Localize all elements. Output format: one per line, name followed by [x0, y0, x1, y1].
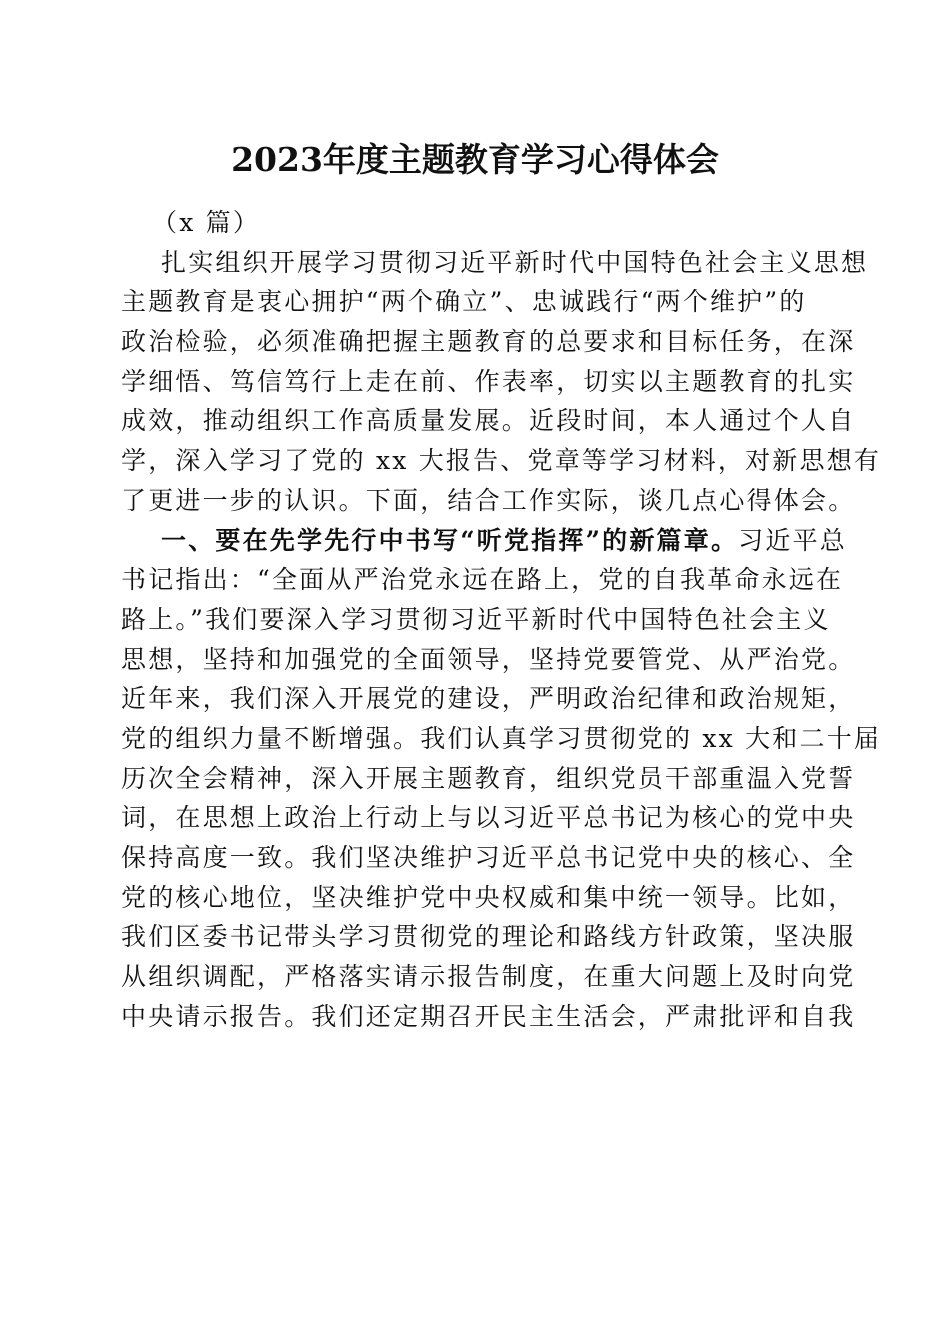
subtitle: （x 篇）	[152, 208, 261, 237]
section-1-first-line	[121, 521, 847, 561]
intro-line: 学细悟、笃信笃行上走在前、作表率，切实以主题教育的扎实	[121, 366, 856, 396]
intro-line: 了更进一步的认识。下面，结合工作实际，谈几点心得体会。	[121, 485, 856, 515]
intro-line: 政治检验，必须准确把握主题教育的总要求和目标任务，在深	[121, 327, 856, 357]
section-1-line: 从组织调配，严格落实请示报告制度，在重大问题上及时向党	[121, 962, 856, 992]
intro-line: 主题教育是衷心拥护“两个确立”、忠诚践行“两个维护”的	[121, 287, 807, 317]
document-title: 2023年度主题教育学习心得体会	[231, 140, 719, 179]
section-1-line: 词，在思想上政治上行动上与以习近平总书记为核心的党中央	[121, 803, 856, 833]
intro-line: 学，深入学习了党的 xx 大报告、党章等学习材料，对新思想有	[121, 446, 882, 476]
section-1-line: 党的组织力量不断增强。我们认真学习贯彻党的 xx 大和二十届	[121, 723, 882, 753]
intro-line: 扎实组织开展学习贯彻习近平新时代中国特色社会主义思想	[161, 247, 869, 277]
section-1-line: 历次全会精神，深入开展主题教育，组织党员干部重温入党誓	[121, 763, 856, 793]
document-body	[121, 203, 882, 1036]
section-1-first-line-rest: 习近平总	[738, 525, 847, 555]
section-1-line: 思想，坚持和加强党的全面领导，坚持党要管党、从严治党。	[121, 644, 856, 674]
section-1-line: 书记指出：“全面从严治党永远在路上，党的自我革命永远在	[121, 565, 844, 595]
section-1-line: 近年来，我们深入开展党的建设，严明政治纪律和政治规矩，	[121, 684, 856, 714]
section-1-line: 党的核心地位，坚决维护党中央权威和集中统一领导。比如，	[121, 882, 856, 912]
section-1-line: 路上。”我们要深入学习贯彻习近平新时代中国特色社会主义	[121, 604, 831, 634]
section-1-line: 保持高度一致。我们坚决维护习近平总书记党中央的核心、全	[121, 843, 856, 872]
section-1-line: 中央请示报告。我们还定期召开民主生活会，严肃批评和自我	[121, 1001, 856, 1031]
section-1-line: 我们区委书记带头学习贯彻党的理论和路线方针政策，坚决服	[121, 922, 856, 952]
intro-line: 成效，推动组织工作高质量发展。近段时间，本人通过个人自	[121, 406, 856, 436]
section-1-heading: 一、要在先学先行中书写“听党指挥”的新篇章。	[161, 525, 739, 555]
